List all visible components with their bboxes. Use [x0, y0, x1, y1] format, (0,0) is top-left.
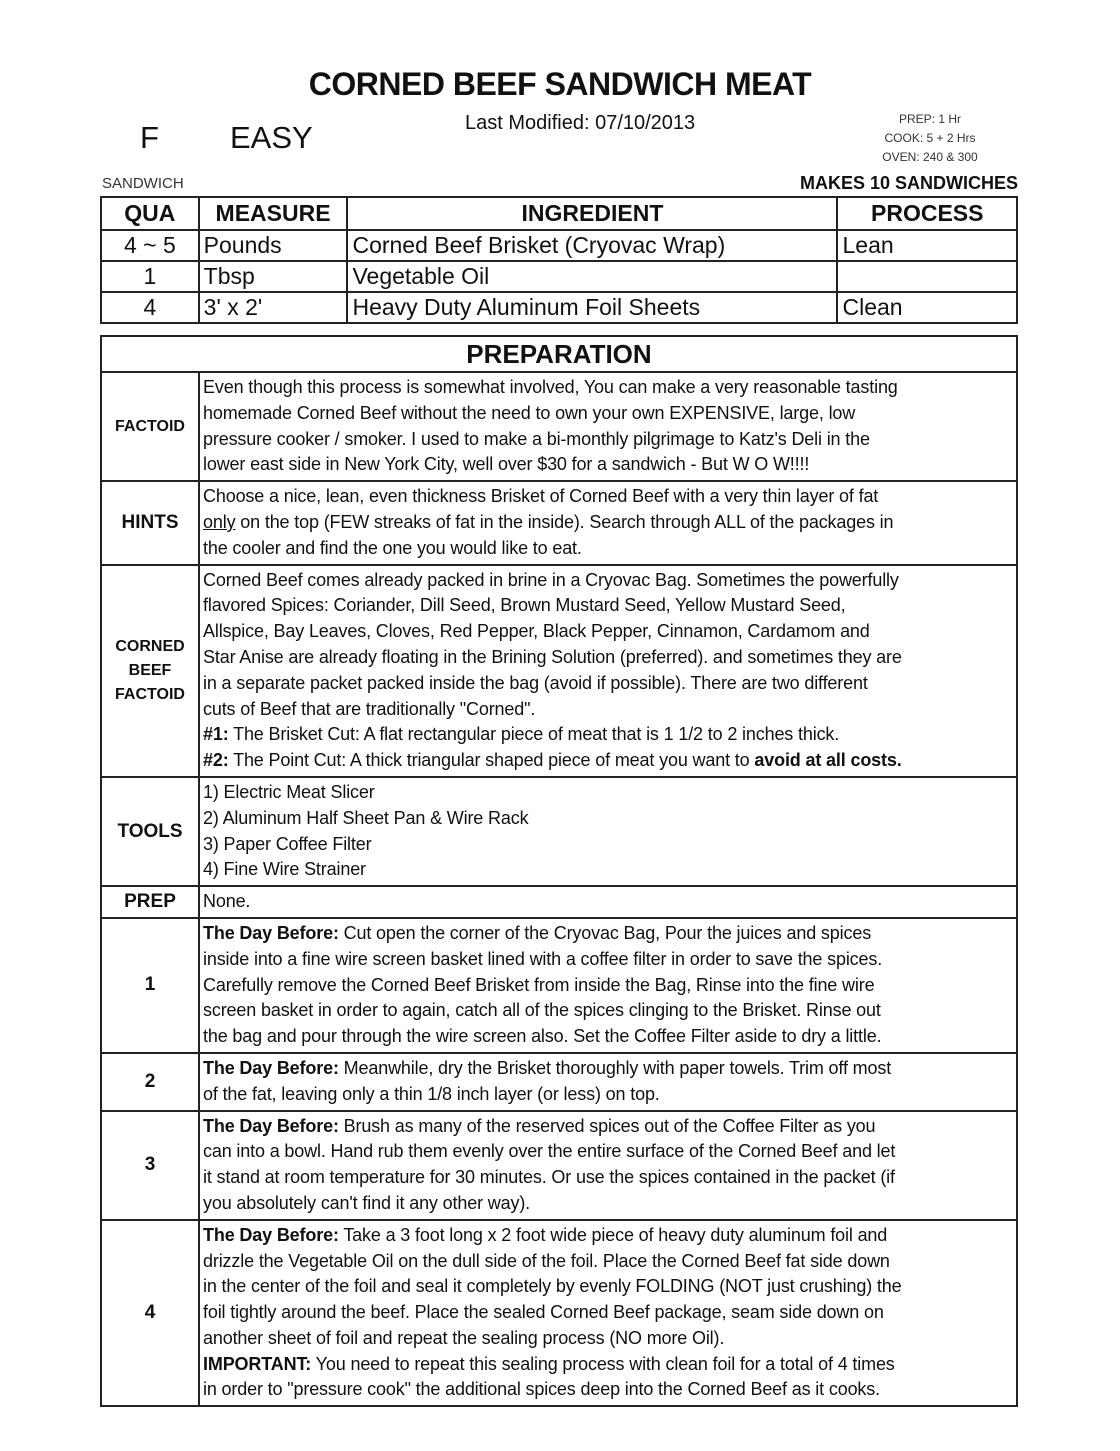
- column-header-quantity: QUA: [101, 197, 199, 230]
- text-segment: in a separate packet packed inside the bag (avoid if possible). There are two different: [203, 672, 868, 693]
- text-line: [203, 947, 1013, 973]
- preparation-table: [100, 335, 1018, 1407]
- section-text: [199, 777, 1017, 886]
- text-line: [203, 401, 1013, 427]
- ingredient-row: [101, 292, 1017, 323]
- preparation-row: [101, 886, 1017, 918]
- preparation-row: [101, 372, 1017, 481]
- recipe-category: SANDWICH: [102, 175, 184, 192]
- section-label: TOOLS: [101, 777, 199, 886]
- text-segment: Brush as many of the reserved spices out of the Coffee Filter as you: [338, 1115, 876, 1136]
- ingredient-row: [101, 230, 1017, 261]
- ingredient-ingredient: Heavy Duty Aluminum Foil Sheets: [347, 292, 837, 323]
- section-label: 1: [101, 918, 199, 1053]
- text-segment: Corned Beef comes already packed in brine in a Cryovac Bag. Sometimes the powerfully: [203, 569, 899, 590]
- text-line: [203, 427, 1013, 453]
- ingredient-process: Clean: [837, 292, 1017, 323]
- section-label: PREP: [101, 886, 199, 918]
- section-text: [199, 918, 1017, 1053]
- text-segment: homemade Corned Beef without the need to own your own EXPENSIVE, large, low: [203, 402, 856, 423]
- text-segment: drizzle the Vegetable Oil on the dull side of the foil. Place the Corned Beef fat side down: [203, 1250, 890, 1271]
- text-segment: another sheet of foil and repeat the sealing process (NO more Oil).: [203, 1327, 725, 1348]
- text-line: [203, 568, 1013, 594]
- text-segment: of the fat, leaving only a thin 1/8 inch layer (or less) on top.: [203, 1083, 660, 1104]
- text-segment: the cooler and find the one you would like to eat.: [203, 537, 582, 558]
- ingredient-quantity: 4 ~ 5: [101, 230, 199, 261]
- text-segment: 4) Fine Wire Strainer: [203, 859, 366, 880]
- text-line: [203, 998, 1013, 1024]
- text-line: [203, 375, 1013, 401]
- preparation-row: [101, 481, 1017, 564]
- ingredient-process: Lean: [837, 230, 1017, 261]
- text-segment: can into a bowl. Hand rub them evenly over the entire surface of the Corned Beef and let: [203, 1141, 896, 1162]
- text-line: [203, 510, 1013, 536]
- text-segment: foil tightly around the beef. Place the sealed Corned Beef package, seam side down on: [203, 1302, 884, 1323]
- text-segment: Take a 3 foot long x 2 foot wide piece of heavy duty aluminum foil and: [338, 1224, 888, 1245]
- section-text: [199, 1053, 1017, 1111]
- text-segment: you absolutely can't find it any other way).: [203, 1192, 531, 1213]
- bold-text: The Day Before:: [203, 1057, 339, 1078]
- last-modified: Last Modified: 07/10/2013: [465, 112, 696, 134]
- text-line: [203, 1352, 1013, 1378]
- text-segment: it stand at room temperature for 30 minutes. Or use the spices contained in the packet (if: [203, 1167, 895, 1188]
- text-segment: Allspice, Bay Leaves, Cloves, Red Pepper, Black Pepper, Cinnamon, Cardamom and: [203, 621, 870, 642]
- text-segment: flavored Spices: Coriander, Dill Seed, Brown Mustard Seed, Yellow Mustard Seed,: [203, 595, 846, 616]
- ingredient-ingredient: Vegetable Oil: [347, 261, 837, 292]
- text-line: [203, 619, 1013, 645]
- text-segment: on the top (FEW streaks of fat in the inside). Search through ALL of the packages in: [235, 511, 894, 532]
- section-label: CORNED BEEF FACTOID: [101, 565, 199, 777]
- text-segment: Meanwhile, dry the Brisket thoroughly with paper towels. Trim off most: [338, 1057, 892, 1078]
- text-line: [203, 1274, 1013, 1300]
- ingredients-header-row: [101, 197, 1017, 230]
- text-line: [203, 780, 1013, 806]
- text-line: [203, 593, 1013, 619]
- bold-text: The Day Before:: [203, 1115, 339, 1136]
- bold-text: IMPORTANT:: [203, 1353, 312, 1374]
- ingredient-process: [837, 261, 1017, 292]
- text-line: [203, 1139, 1013, 1165]
- text-line: [203, 1223, 1013, 1249]
- text-line: [203, 973, 1013, 999]
- time-info: [860, 110, 1000, 167]
- preparation-title: PREPARATION: [101, 336, 1017, 372]
- text-segment: in order to "pressure cook" the additional spices deep into the Corned Beef as it cooks.: [203, 1379, 880, 1400]
- section-label: 4: [101, 1220, 199, 1407]
- ingredient-quantity: 1: [101, 261, 199, 292]
- text-segment: lower east side in New York City, well over $30 for a sandwich - But W O W!!!!: [203, 454, 810, 475]
- section-label: 3: [101, 1111, 199, 1220]
- text-line: [203, 857, 1013, 883]
- text-segment: inside into a fine wire screen basket lined with a coffee filter in order to save the spices.: [203, 948, 883, 969]
- text-line: [203, 1300, 1013, 1326]
- recipe-grade: F: [140, 120, 159, 155]
- text-line: [203, 1326, 1013, 1352]
- text-segment: The Brisket Cut: A flat rectangular piece of meat that is 1 1/2 to 2 inches thick.: [228, 724, 840, 745]
- preparation-row: [101, 1220, 1017, 1407]
- text-line: [203, 452, 1013, 478]
- section-text: [199, 886, 1017, 918]
- cook-time: COOK: 5 + 2 Hrs: [884, 131, 976, 145]
- preparation-row: [101, 918, 1017, 1053]
- recipe-title: CORNED BEEF SANDWICH MEAT: [308, 66, 812, 102]
- section-text: [199, 1220, 1017, 1407]
- column-header-ingredient: INGREDIENT: [347, 197, 837, 230]
- text-segment: None.: [203, 891, 251, 912]
- text-line: [203, 1377, 1013, 1403]
- difficulty-level: EASY: [230, 120, 313, 155]
- column-header-process: PROCESS: [837, 197, 1017, 230]
- ingredient-ingredient: Corned Beef Brisket (Cryovac Wrap): [347, 230, 837, 261]
- text-line: [203, 1191, 1013, 1217]
- bold-text: The Day Before:: [203, 922, 339, 943]
- text-line: [203, 1082, 1013, 1108]
- text-segment: in the center of the foil and seal it completely by evenly FOLDING (NOT just crushing) the: [203, 1276, 902, 1297]
- text-segment: 3) Paper Coffee Filter: [203, 833, 372, 854]
- text-line: [203, 832, 1013, 858]
- text-line: [203, 1249, 1013, 1275]
- text-segment: the bag and pour through the wire screen also. Set the Coffee Filter aside to dry a little.: [203, 1026, 882, 1047]
- text-line: [203, 1114, 1013, 1140]
- ingredient-measure: Pounds: [199, 230, 348, 261]
- text-line: [203, 889, 1013, 915]
- text-segment: You need to repeat this sealing process with clean foil for a total of 4 times: [311, 1353, 895, 1374]
- ingredients-table: [100, 196, 1018, 324]
- text-line: [203, 748, 1013, 774]
- text-line: [203, 1165, 1013, 1191]
- preparation-row: [101, 777, 1017, 886]
- text-line: [203, 921, 1013, 947]
- preparation-row: [101, 1053, 1017, 1111]
- text-line: [203, 484, 1013, 510]
- oven-temp: OVEN: 240 & 300: [882, 150, 978, 164]
- column-header-measure: MEASURE: [199, 197, 348, 230]
- text-line: [203, 1056, 1013, 1082]
- bold-text: avoid at all costs.: [754, 750, 902, 771]
- text-line: [203, 806, 1013, 832]
- recipe-yield: MAKES 10 SANDWICHES: [799, 173, 1018, 193]
- text-line: [203, 697, 1013, 723]
- text-segment: screen basket in order to again, catch all of the spices clinging to the Brisket. Rinse out: [203, 1000, 881, 1021]
- section-text: [199, 481, 1017, 564]
- text-segment: Cut open the corner of the Cryovac Bag, Pour the juices and spices: [338, 922, 872, 943]
- text-segment: Star Anise are already floating in the Brining Solution (preferred). and sometimes they are: [203, 646, 902, 667]
- underlined-text: only: [203, 511, 236, 532]
- text-line: [203, 671, 1013, 697]
- preparation-row: [101, 565, 1017, 777]
- prep-time: PREP: 1 Hr: [898, 112, 961, 126]
- section-label: FACTOID: [101, 372, 199, 481]
- ingredient-quantity: 4: [101, 292, 199, 323]
- section-text: [199, 372, 1017, 481]
- bold-text: The Day Before:: [203, 1224, 339, 1245]
- text-segment: Choose a nice, lean, even thickness Brisket of Corned Beef with a very thin layer of fat: [203, 486, 879, 507]
- section-label: 2: [101, 1053, 199, 1111]
- section-text: [199, 1111, 1017, 1220]
- text-segment: cuts of Beef that are traditionally "Corned".: [203, 698, 536, 719]
- text-segment: 1) Electric Meat Slicer: [203, 781, 375, 802]
- ingredient-row: [101, 261, 1017, 292]
- ingredient-measure: Tbsp: [199, 261, 348, 292]
- section-label: HINTS: [101, 481, 199, 564]
- text-line: [203, 1024, 1013, 1050]
- text-segment: Carefully remove the Corned Beef Brisket from inside the Bag, Rinse into the fine wire: [203, 974, 875, 995]
- text-line: [203, 536, 1013, 562]
- text-line: [203, 645, 1013, 671]
- text-segment: Even though this process is somewhat involved, You can make a very reasonable tasting: [203, 377, 898, 397]
- ingredient-measure: 3' x 2': [199, 292, 348, 323]
- bold-text: #1:: [203, 724, 229, 745]
- bold-text: #2:: [203, 750, 229, 771]
- text-segment: 2) Aluminum Half Sheet Pan & Wire Rack: [203, 807, 529, 828]
- text-line: [203, 722, 1013, 748]
- preparation-row: [101, 1111, 1017, 1220]
- section-text: [199, 565, 1017, 777]
- text-segment: pressure cooker / smoker. I used to make a bi-monthly pilgrimage to Katz's Deli in the: [203, 428, 870, 449]
- text-segment: The Point Cut: A thick triangular shaped piece of meat you want to: [228, 750, 755, 771]
